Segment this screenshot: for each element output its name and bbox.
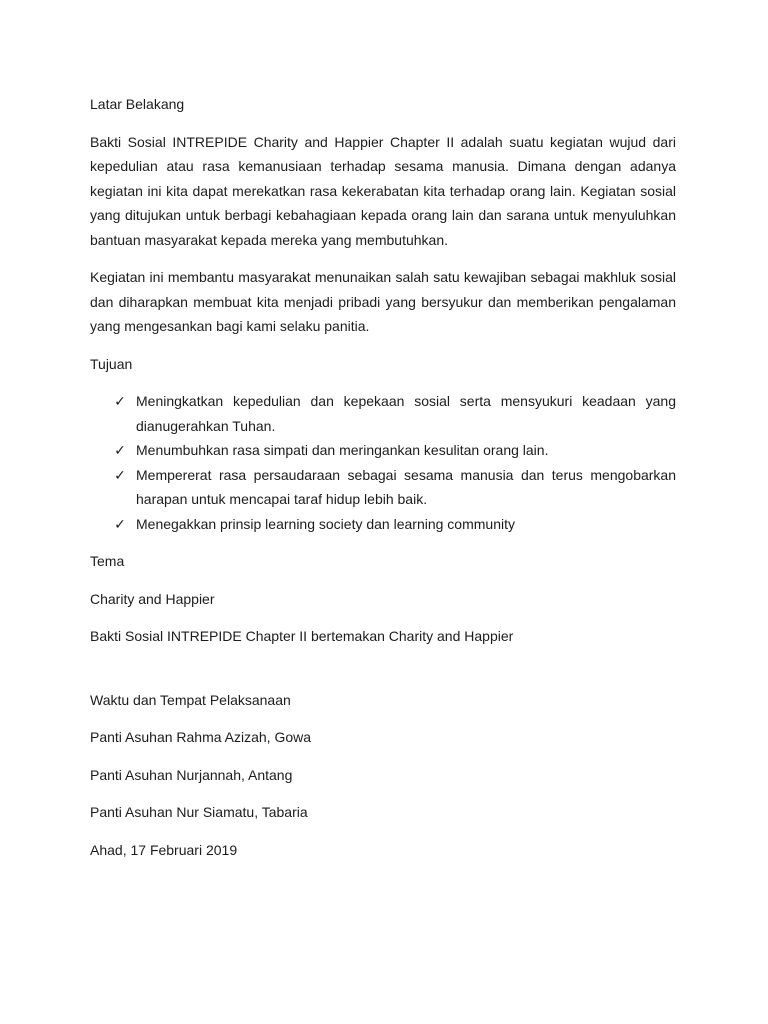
check-icon: ✓ <box>114 515 126 532</box>
latar-belakang-paragraph-2: Kegiatan ini membantu masyarakat menunaikan salah satu kewajiban sebagai makhluk sosial dan diharapkan membuat kita menjadi pribadi yang bersyukur dan memberikan pengalaman yang mengesankan bagi kami selaku panitia. <box>90 269 676 334</box>
latar-belakang-heading: Latar Belakang <box>90 96 185 112</box>
tujuan-item-text: Menegakkan prinsip learning society dan learning community <box>136 515 515 532</box>
tujuan-heading: Tujuan <box>90 355 133 372</box>
tema-heading: Tema <box>90 553 125 569</box>
list-item <box>114 438 676 463</box>
event-date: Ahad, 17 Februari 2019 <box>90 841 238 858</box>
check-icon: ✓ <box>114 466 126 483</box>
section-spacer <box>90 662 676 688</box>
tujuan-list <box>90 389 676 536</box>
latar-belakang-paragraph-1: Bakti Sosial INTREPIDE Charity and Happier Chapter II adalah suatu kegiatan wujud dari kepedulian atau rasa kemanusiaan terhadap sesama manusia. Dimana dengan adanya kegiatan ini kita dapat merekatkan rasa kekerabatan kita terhadap orang lain. Kegiatan sosial yang ditujukan untuk berbagi kebahagiaan kepada orang lain dan sarana untuk menyuluhkan bantuan masyarakat kepada mereka yang membutuhkan. <box>90 133 676 248</box>
location-1: Panti Asuhan Rahma Azizah, Gowa <box>90 729 312 745</box>
tujuan-item-text: Menumbuhkan rasa simpati dan meringankan kesulitan orang lain. <box>136 442 549 458</box>
check-icon: ✓ <box>114 393 126 409</box>
tema-title: Charity and Happier <box>90 590 215 607</box>
location-3: Panti Asuhan Nur Siamatu, Tabaria <box>90 804 308 820</box>
tujuan-item-text: Mempererat rasa persaudaraan sebagai sesama manusia dan terus mengobarkan harapan untuk mencapai taraf hidup lebih baik. <box>136 466 676 507</box>
list-item <box>114 463 676 512</box>
tujuan-item-text: Meningkatkan kepedulian dan kepekaan sosial serta mensyukuri keadaan yang dianugerahkan Tuhan. <box>136 393 676 434</box>
list-item <box>114 512 676 537</box>
tema-description: Bakti Sosial INTREPIDE Chapter II bertemakan Charity and Happier <box>90 628 514 644</box>
list-item <box>114 389 676 438</box>
check-icon: ✓ <box>114 442 126 458</box>
location-2: Panti Asuhan Nurjannah, Antang <box>90 766 293 783</box>
waktu-tempat-heading: Waktu dan Tempat Pelaksanaan <box>90 691 291 708</box>
document-page <box>90 92 676 875</box>
